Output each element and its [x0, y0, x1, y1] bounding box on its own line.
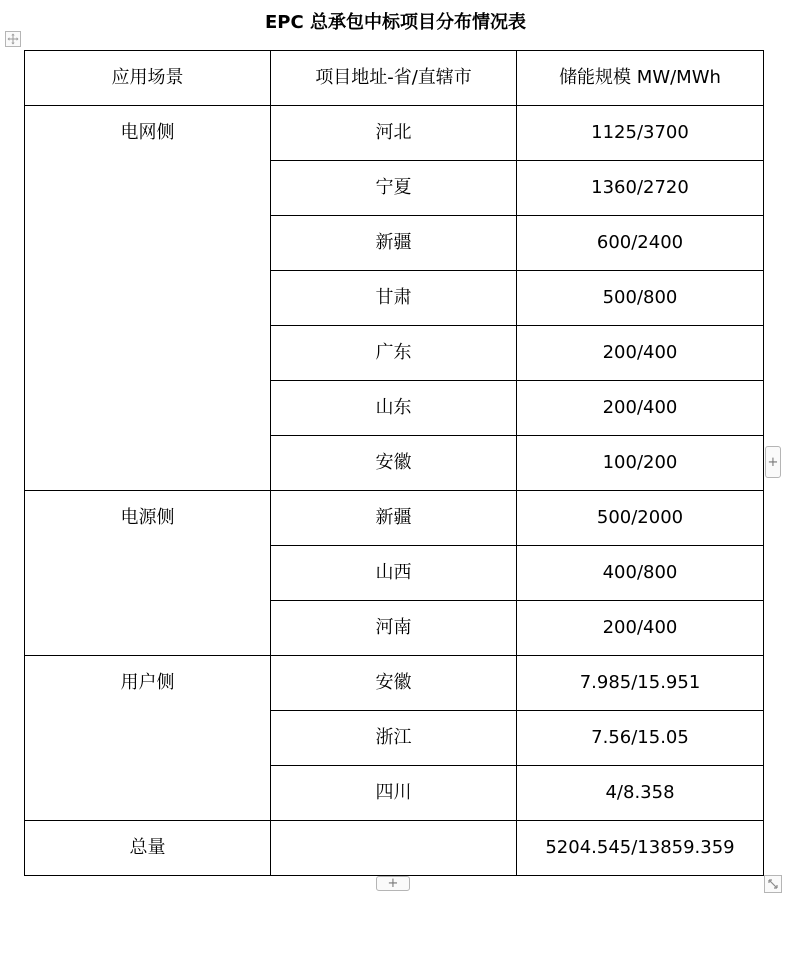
scale-cell[interactable]: 400/800	[517, 546, 764, 601]
scale-cell[interactable]: 600/2400	[517, 216, 764, 271]
location-cell[interactable]: 浙江	[271, 711, 517, 766]
location-cell[interactable]: 河北	[271, 106, 517, 161]
location-cell[interactable]: 甘肃	[271, 271, 517, 326]
scale-cell[interactable]: 200/400	[517, 381, 764, 436]
scale-cell[interactable]: 100/200	[517, 436, 764, 491]
scale-cell[interactable]: 1125/3700	[517, 106, 764, 161]
move-icon	[7, 33, 19, 45]
total-row	[25, 821, 764, 876]
table-resize-handle[interactable]	[764, 875, 782, 893]
scale-cell[interactable]: 4/8.358	[517, 766, 764, 821]
location-cell[interactable]: 四川	[271, 766, 517, 821]
scene-cell[interactable]: 电源侧	[25, 491, 271, 656]
location-cell[interactable]: 广东	[271, 326, 517, 381]
total-location-cell[interactable]	[271, 821, 517, 876]
scale-cell[interactable]: 7.985/15.951	[517, 656, 764, 711]
table-title: EPC 总承包中标项目分布情况表	[265, 12, 526, 33]
table-row	[25, 491, 764, 546]
total-label-cell[interactable]: 总量	[25, 821, 271, 876]
scene-cell[interactable]: 用户侧	[25, 656, 271, 821]
plus-icon: +	[767, 454, 779, 470]
header-cell-scene[interactable]: 应用场景	[25, 51, 271, 106]
table-row	[25, 106, 764, 161]
location-cell[interactable]: 河南	[271, 601, 517, 656]
add-column-button[interactable]	[765, 446, 781, 478]
header-cell-location[interactable]: 项目地址-省/直辖市	[271, 51, 517, 106]
total-scale-cell[interactable]: 5204.545/13859.359	[517, 821, 764, 876]
scale-cell[interactable]: 1360/2720	[517, 161, 764, 216]
table-row	[25, 656, 764, 711]
location-cell[interactable]: 新疆	[271, 491, 517, 546]
header-cell-scale[interactable]: 储能规模 MW/MWh	[517, 51, 764, 106]
scale-cell[interactable]: 500/800	[517, 271, 764, 326]
location-cell[interactable]: 山东	[271, 381, 517, 436]
scale-cell[interactable]: 500/2000	[517, 491, 764, 546]
scale-cell[interactable]: 200/400	[517, 326, 764, 381]
resize-icon	[767, 878, 779, 890]
location-cell[interactable]: 新疆	[271, 216, 517, 271]
location-cell[interactable]: 宁夏	[271, 161, 517, 216]
table-header-row	[25, 51, 764, 106]
distribution-table	[24, 50, 764, 876]
table-move-handle[interactable]	[5, 31, 21, 47]
location-cell[interactable]: 安徽	[271, 656, 517, 711]
location-cell[interactable]: 安徽	[271, 436, 517, 491]
location-cell[interactable]: 山西	[271, 546, 517, 601]
scene-cell[interactable]: 电网侧	[25, 106, 271, 491]
scale-cell[interactable]: 200/400	[517, 601, 764, 656]
scale-cell[interactable]: 7.56/15.05	[517, 711, 764, 766]
plus-icon: +	[387, 876, 399, 891]
add-row-button[interactable]	[376, 876, 410, 891]
